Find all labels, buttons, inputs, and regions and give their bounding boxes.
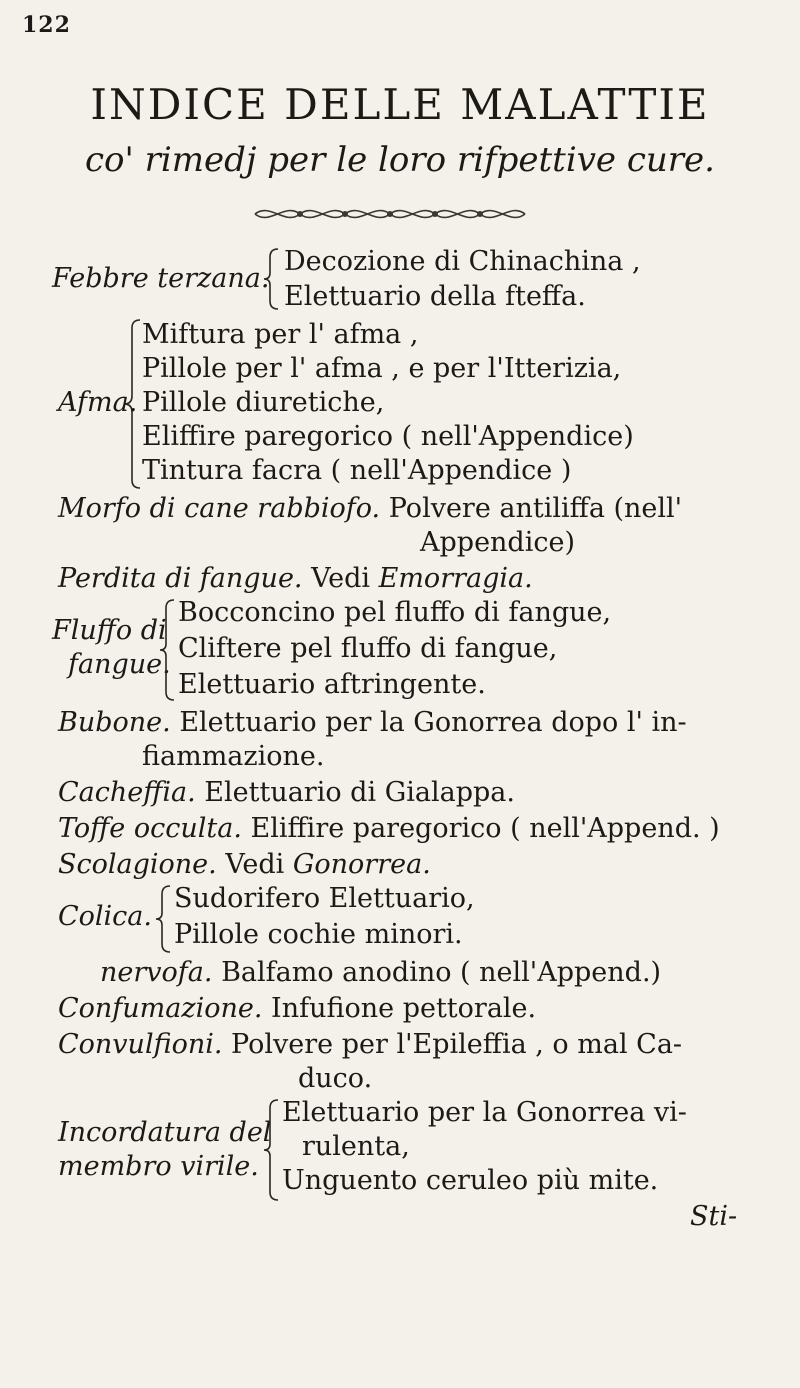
entry-asfma-remedy-1: Miftura per l' afma ,: [142, 319, 419, 350]
entry-asfma-term: Afma.: [58, 387, 138, 418]
entry-morfo-text: Polvere antiliffa (nell': [388, 493, 683, 524]
page-subtitle: co' rimedj per le loro rifpettive cure.: [85, 140, 715, 180]
entry-incordatura-term-1: Incordatura del: [58, 1117, 272, 1148]
entry-confumazione-term: Confumazione.: [58, 993, 263, 1024]
entry-perdita-term: Perdita di fangue.: [58, 563, 303, 594]
entry-fluffo-term-2: fangue.: [68, 649, 171, 680]
entry-bubone-text: Elettuario per la Gonorrea dopo l' in-: [179, 707, 687, 738]
entry-febbre-term: Febbre terzana.: [52, 263, 270, 294]
entry-fluffo-remedy-2: Cliftere pel fluffo di fangue,: [178, 633, 558, 664]
entry-asfma-remedy-2: Pillole per l' afma , e per l'Itterizia,: [142, 353, 622, 384]
entry-confumazione-text: Infufione pettorale.: [271, 993, 537, 1024]
brace-fluffo: [158, 598, 176, 702]
entry-convulfioni-text: Polvere per l'Epileffia , o mal Ca-: [231, 1029, 683, 1060]
entry-asfma-remedy-4: Eliffire paregorico ( nell'Appendice): [142, 421, 634, 452]
entry-colica-term: Colica.: [58, 901, 152, 932]
entry-scolagione-ref: Gonorrea.: [292, 849, 431, 880]
entry-scolagione: [58, 848, 431, 882]
entry-convulfioni-cont: duco.: [298, 1063, 373, 1094]
page-number: 122: [22, 12, 71, 38]
entry-incordatura-remedy-1b: rulenta,: [302, 1131, 410, 1162]
entry-bubone: [58, 706, 687, 740]
entry-perdita-ref: Emorragia.: [378, 563, 533, 594]
entry-morfo: [58, 492, 682, 526]
entry-colica-remedy-2: Pillole cochie minori.: [174, 919, 463, 950]
catchword: Sti-: [690, 1201, 738, 1232]
entry-incordatura-remedy-2: Unguento ceruleo più mite.: [282, 1165, 659, 1196]
entry-toffe-text: Eliffire paregorico ( nell'Append. ): [250, 813, 720, 844]
entry-asfma-remedy-3: Pillole diuretiche,: [142, 387, 385, 418]
entry-bubone-cont: fiammazione.: [142, 741, 325, 772]
entry-cacheffia: [58, 776, 515, 810]
entry-incordatura-remedy-1: Elettuario per la Gonorrea vi-: [282, 1097, 687, 1128]
entry-febbre-remedy-2: Elettuario della fteffa.: [284, 281, 586, 312]
entry-convulfioni: [58, 1028, 682, 1062]
entry-asfma-remedy-5: Tintura facra ( nell'Appendice ): [142, 455, 572, 486]
entry-bubone-term: Bubone.: [58, 707, 171, 738]
brace-colica: [154, 884, 172, 954]
entry-toffe: [58, 812, 720, 846]
entry-incordatura-term-2: membro virile.: [58, 1151, 259, 1182]
entry-perdita-text: Vedi: [311, 563, 371, 594]
entry-fluffo-term-1: Fluffo di: [52, 615, 167, 646]
entry-cacheffia-term: Cacheffia.: [58, 777, 196, 808]
entry-fluffo-remedy-1: Bocconcino pel fluffo di fangue,: [178, 597, 612, 628]
entry-confumazione: [58, 992, 536, 1026]
brace-incordatura: [262, 1098, 280, 1202]
entry-morfo-cont: Appendice): [420, 527, 575, 558]
entry-fluffo-remedy-3: Elettuario aftringente.: [178, 669, 486, 700]
entry-toffe-term: Toffe occulta.: [58, 813, 242, 844]
entry-colica-remedy-1: Sudorifero Elettuario,: [174, 883, 475, 914]
page-title: INDICE DELLE MALATTIE: [90, 80, 710, 129]
entry-colica-sub-term: nervofa.: [100, 957, 213, 988]
entry-perdita: [58, 562, 533, 596]
ornament-divider: [250, 200, 540, 228]
entry-morfo-term: Morfo di cane rabbiofo.: [58, 493, 381, 524]
entry-cacheffia-text: Elettuario di Gialappa.: [204, 777, 515, 808]
entry-colica-sub-text: Balfamo anodino ( nell'Append.): [221, 957, 662, 988]
entry-febbre-remedy-1: Decozione di Chinachina ,: [284, 246, 641, 277]
brace-febbre: [262, 247, 280, 311]
entry-convulfioni-term: Convulfioni.: [58, 1029, 223, 1060]
entry-colica-nervofa: [100, 956, 661, 990]
entry-scolagione-term: Scolagione.: [58, 849, 217, 880]
entry-scolagione-text: Vedi: [225, 849, 285, 880]
